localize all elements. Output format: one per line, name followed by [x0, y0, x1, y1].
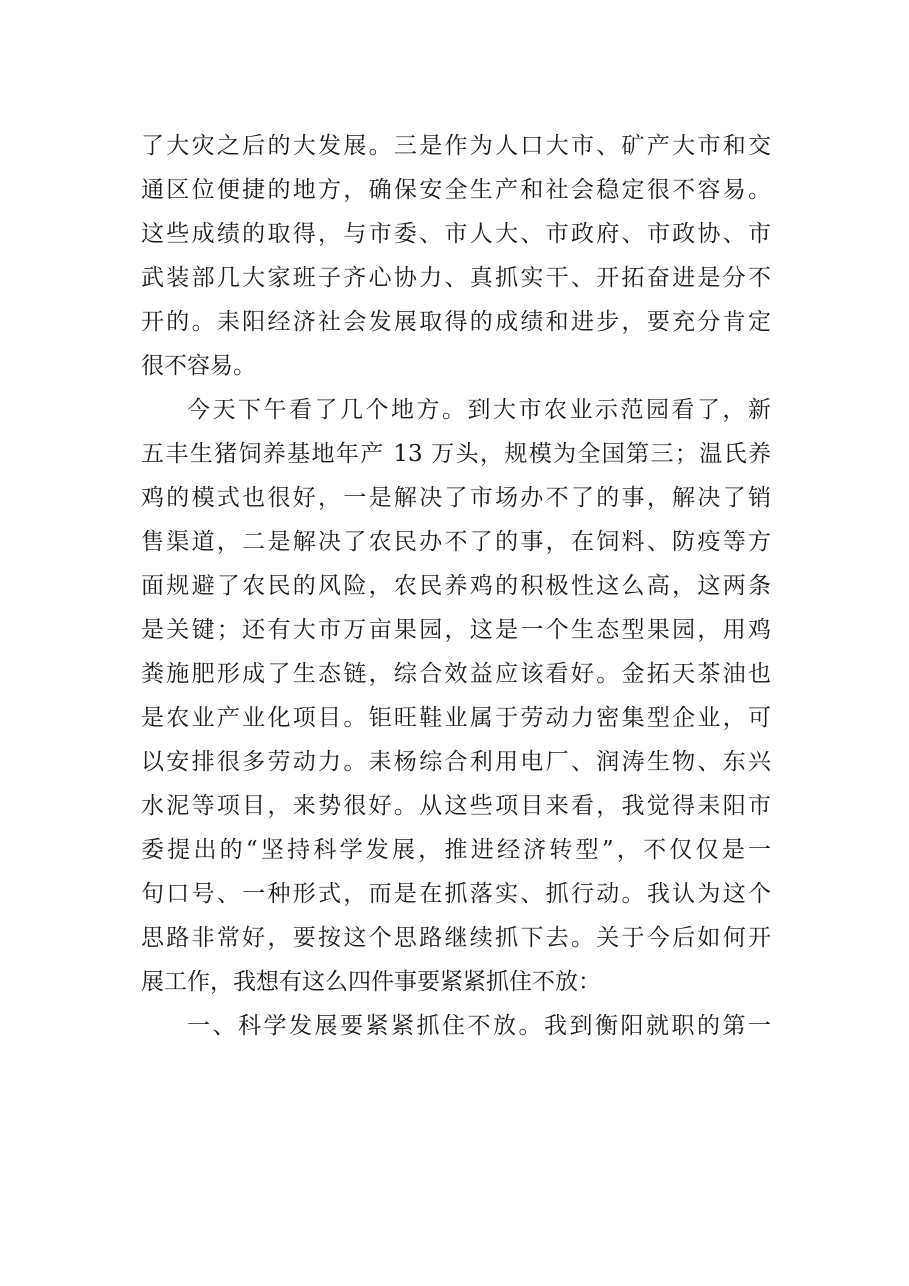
text-line: 以安排很多劳动力。耒杨综合利用电厂、润涛生物、东兴: [141, 749, 771, 775]
text-line: 武装部几大家班子齐心协力、真抓实干、开拓奋进是分不: [141, 265, 771, 291]
text-line: 售渠道，二是解决了农民办不了的事，在饲料、防疫等方: [141, 529, 771, 555]
text-line: 是农业产业化项目。钜旺鞋业属于劳动力密集型企业，可: [141, 705, 771, 731]
text-line: 粪施肥形成了生态链，综合效益应该看好。金拓天茶油也: [141, 661, 771, 687]
text-line: 鸡的模式也很好，一是解决了市场办不了的事，解决了销: [141, 485, 771, 511]
paragraph-first-line: 今天下午看了几个地方。到大市农业示范园看了，新: [187, 397, 771, 423]
text-line: 展工作，我想有这么四件事要紧紧抓住不放：: [141, 969, 601, 995]
text-line: 句口号、一种形式，而是在抓落实、抓行动。我认为这个: [141, 881, 771, 907]
text-line: 水泥等项目，来势很好。从这些项目来看，我觉得耒阳市: [141, 793, 771, 819]
paragraph-first-line: 一、科学发展要紧紧抓住不放。我到衡阳就职的第一: [187, 1013, 771, 1039]
text-line: 这些成绩的取得，与市委、市人大、市政府、市政协、市: [141, 221, 771, 247]
text-line: 了大灾之后的大发展。三是作为人口大市、矿产大市和交: [141, 133, 771, 159]
text-line: 面规避了农民的风险，农民养鸡的积极性这么高，这两条: [141, 573, 771, 599]
text-line: 思路非常好，要按这个思路继续抓下去。关于今后如何开: [141, 925, 771, 951]
text-line: 是关键；还有大市万亩果园，这是一个生态型果园，用鸡: [141, 617, 771, 643]
text-line: 委提出的“坚持科学发展，推进经济转型”，不仅仅是一: [141, 837, 771, 863]
text-line: 通区位便捷的地方，确保安全生产和社会稳定很不容易。: [141, 177, 771, 203]
text-line: 五丰生猪饲养基地年产 13 万头，规模为全国第三；温氏养: [141, 441, 771, 467]
text-line: 很不容易。: [141, 353, 256, 379]
text-line: 开的。耒阳经济社会发展取得的成绩和进步，要充分肯定: [141, 309, 771, 335]
